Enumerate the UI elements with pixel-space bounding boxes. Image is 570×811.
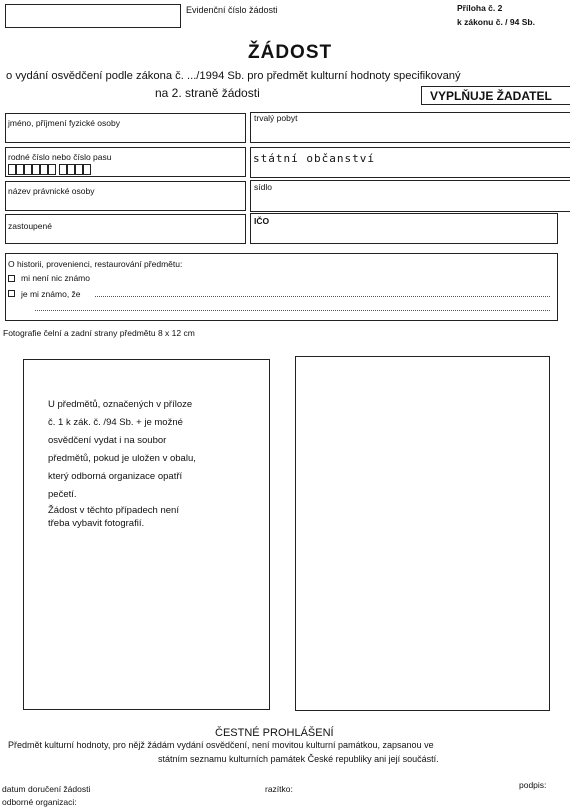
represented-label: zastoupené — [8, 221, 52, 231]
filled-by-applicant-text: VYPLŇUJE ŽADATEL — [430, 89, 552, 103]
history-known-line-1[interactable] — [95, 296, 550, 297]
page-title: ŽÁDOST — [248, 42, 333, 63]
residence-field[interactable] — [250, 112, 570, 143]
id-number-label: rodné číslo nebo číslo pasu — [8, 152, 112, 162]
digit-box[interactable] — [67, 164, 75, 175]
photo-note-line: pečetí. — [48, 489, 77, 500]
photo-caption: Fotografie čelní a zadní strany předmětu 8 x 12 cm — [3, 328, 195, 338]
legal-name-label: název právnické osoby — [8, 186, 95, 196]
declaration-line-1: Předmět kulturní hodnoty, pro nějž žádám vydání osvědčení, není movitou kulturní památkou, zapsanou ve — [8, 740, 434, 750]
received-date-label-2: odborné organizaci: — [2, 797, 77, 807]
digit-box[interactable] — [48, 164, 56, 175]
photo-note-line: č. 1 k zák. č. /94 Sb. + je možné — [48, 417, 183, 428]
digit-box[interactable] — [32, 164, 40, 175]
photo-note — [48, 396, 234, 530]
digit-box[interactable] — [83, 164, 91, 175]
digit-box[interactable] — [8, 164, 16, 175]
declaration-heading: ČESTNÉ PROHLÁŠENÍ — [215, 727, 334, 739]
photo-note-line: osvědčení vydat i na soubor — [48, 435, 167, 446]
digit-box[interactable] — [40, 164, 48, 175]
residence-label: trvalý pobyt — [254, 113, 298, 123]
photo-note-line: který odborná organizace opatří — [48, 471, 183, 482]
photo-note-line: U předmětů, označených v příloze — [48, 399, 193, 410]
declaration-line-2: státním seznamu kulturních památek České republiky ani její součástí. — [158, 754, 439, 764]
citizenship-label: státní občanství — [253, 152, 375, 165]
subtitle-line-1: o vydání osvědčení podle zákona č. .../1994 Sb. pro předmět kulturní hodnoty specifikovaný — [6, 70, 461, 82]
digit-box[interactable] — [75, 164, 83, 175]
history-label: O historii, provenienci, restaurování předmětu: — [8, 259, 183, 269]
seat-label: sídlo — [254, 182, 272, 192]
photo-note-line: Žádost v těchto případech není — [48, 505, 179, 516]
received-date-label-1: datum doručení žádosti — [2, 784, 91, 794]
id-number-digit-boxes[interactable] — [8, 164, 91, 175]
ico-label: IČO — [254, 216, 270, 226]
history-option-known-checkbox[interactable] — [8, 290, 15, 297]
name-label: jméno, příjmení fyzické osoby — [8, 118, 120, 128]
history-known-line-2[interactable] — [35, 310, 550, 311]
history-option-unknown-checkbox[interactable] — [8, 275, 15, 282]
photo-note-line: třeba vybavit fotografií. — [48, 518, 145, 529]
back-photo-box[interactable] — [295, 356, 550, 711]
subtitle-line-2: na 2. straně žádosti — [155, 86, 260, 100]
photo-note-line: předmětů, pokud je uložen v obalu, — [48, 453, 196, 464]
annex-line-1: Příloha č. 2 — [457, 3, 503, 13]
signature-label: podpis: — [519, 780, 547, 790]
digit-box[interactable] — [59, 164, 67, 175]
history-option-unknown-label: mi není nic známo — [21, 273, 90, 283]
evidence-number-label: Evidenční číslo žádosti — [186, 5, 278, 15]
history-option-known-label: je mi známo, že — [21, 289, 81, 299]
digit-box[interactable] — [24, 164, 32, 175]
ico-field[interactable] — [250, 213, 558, 244]
filled-by-applicant-badge — [421, 86, 570, 105]
digit-box[interactable] — [16, 164, 24, 175]
stamp-label: razítko: — [265, 784, 293, 794]
evidence-number-field[interactable] — [5, 4, 181, 28]
seat-field[interactable] — [250, 180, 570, 212]
annex-line-2: k zákonu č. / 94 Sb. — [457, 17, 535, 27]
